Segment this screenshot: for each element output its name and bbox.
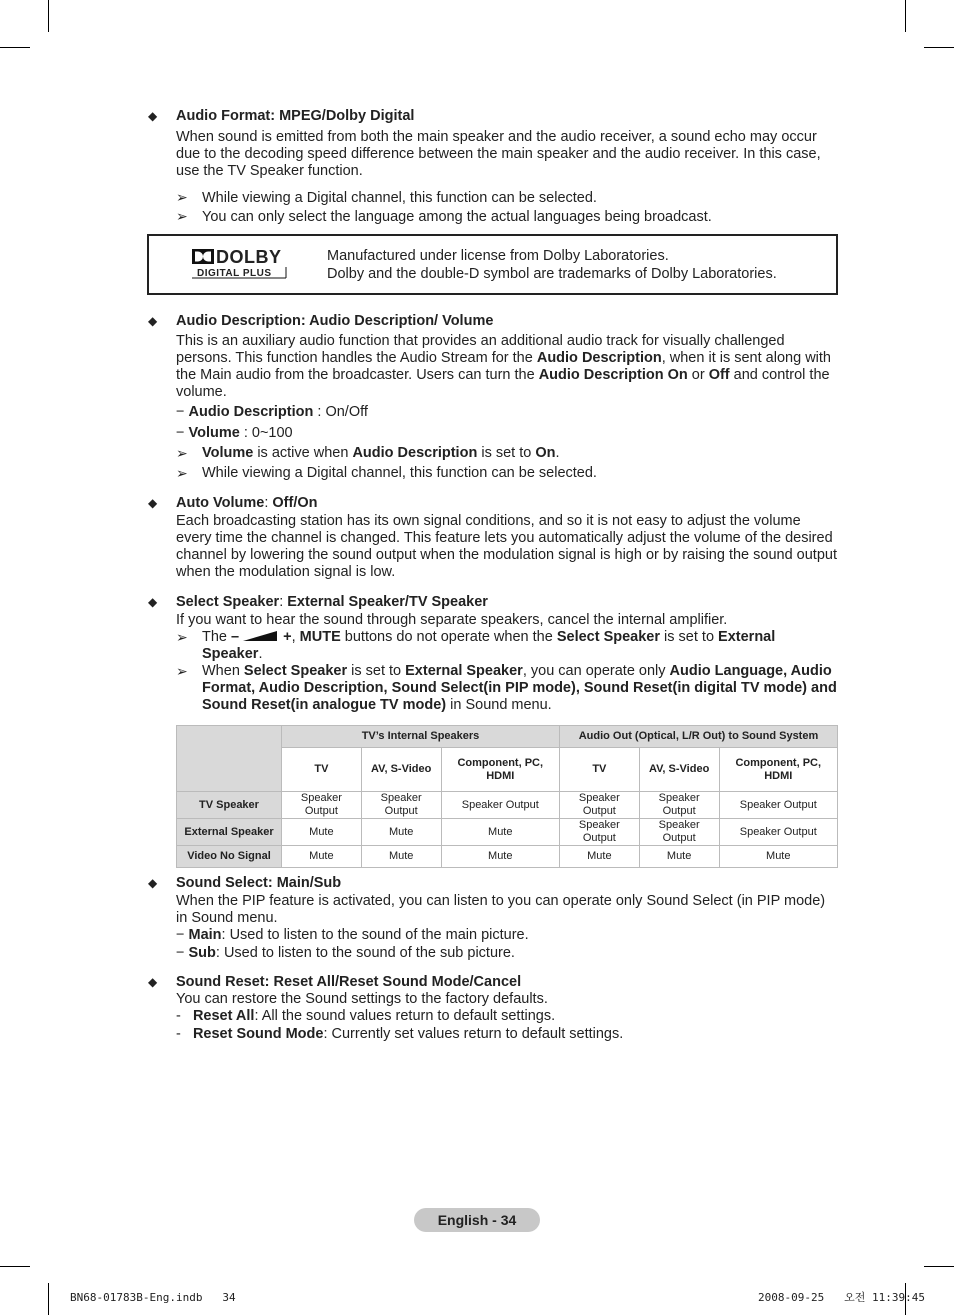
table-cell: Speaker Output [441,792,559,819]
table-row-header: External Speaker [177,819,282,846]
crop-mark [48,0,49,32]
section-body: This is an auxiliary audio function that provides an additional audio track for visually challenged persons. This function handles the Audio Stream for the Audio Description, when it is sent along with the Main audio from the broadcaster. Users can turn the Audio Description On or Off and control the volume. [176,333,831,400]
table-cell: Speaker Output [361,792,441,819]
section-audio-format [148,108,838,226]
section-sound-select [148,875,838,962]
bullet-icon: ◆ [148,496,158,510]
section-title: Sound Select: Main/Sub [176,875,342,891]
table-cell: Mute [639,846,719,868]
table-corner-cell [177,726,282,792]
bullet-icon: ◆ [148,595,158,609]
table-cell: Speaker Output [559,819,639,846]
crop-mark [924,1266,954,1267]
table-row [177,846,838,868]
table-column-header: TV [282,748,362,792]
footer-timestamp: 2008-09-25 오전 11:39:45 [758,1291,925,1304]
arrow-icon: ➢ [176,629,188,645]
table-cell: Speaker Output [719,792,837,819]
table-column-header: AV, S-Video [361,748,441,792]
table-row-header: Video No Signal [177,846,282,868]
speaker-output-table [176,725,838,868]
option-item: − Volume : 0~100 [176,425,293,441]
table-cell: Mute [719,846,837,868]
bullet-icon: ◆ [148,876,158,890]
table-header-row [177,726,838,748]
bullet-icon: ◆ [148,975,158,989]
note-item: ➢ You can only select the language among the actual languages being broadcast. [176,208,712,225]
table-cell: Mute [361,819,441,846]
option-item: − Main: Used to listen to the sound of the main picture. [176,927,529,943]
section-body: You can restore the Sound settings to the factory defaults. [176,991,548,1007]
section-title: Audio Description: Audio Description/ Volume [176,313,494,329]
section-title: Audio Format: MPEG/Dolby Digital [176,108,415,124]
section-select-speaker [148,594,838,714]
table-cell: Mute [282,819,362,846]
section-body: When sound is emitted from both the main speaker and the audio receiver, a sound echo may occur due to the decoding speed difference between the main speaker and the audio receiver. In this case, use the TV Speaker function. [176,129,821,179]
arrow-icon: ➢ [176,189,188,205]
arrow-icon: ➢ [176,663,188,679]
table-cell: Speaker Output [282,792,362,819]
table-column-header: Component, PC, HDMI [719,748,837,792]
table-group-header: TV’s Internal Speakers [282,726,560,748]
section-body: If you want to hear the sound through separate speakers, cancel the internal amplifier. [176,612,728,628]
note-item: ➢ Volume is active when Audio Description is set to On. [176,445,560,461]
section-audio-description [148,313,838,482]
table-cell: Speaker Output [719,819,837,846]
dolby-wordmark: DOLBY [216,247,282,267]
note-item: ➢ The – +, MUTE buttons do not operate when the Select Speaker is set to External Speaker. [176,629,776,662]
note-item: ➢ While viewing a Digital channel, this function can be selected. [176,465,597,481]
note-item: ➢ While viewing a Digital channel, this function can be selected. [176,189,597,206]
table-column-header: AV, S-Video [639,748,719,792]
table-cell: Speaker Output [639,819,719,846]
option-item: − Sub: Used to listen to the sound of the sub picture. [176,945,515,961]
crop-mark [905,0,906,32]
table-cell: Speaker Output [639,792,719,819]
option-item: - Reset All: All the sound values return to default settings. [176,1008,556,1024]
table-column-header: TV [559,748,639,792]
dolby-license-text: Manufactured under license from Dolby Laboratories. Dolby and the double-D symbol are trademarks of Dolby Laboratories. [327,248,777,282]
option-item: − Audio Description : On/Off [176,404,368,420]
dolby-logo [192,248,288,282]
table-column-header: Component, PC, HDMI [441,748,559,792]
table-group-header: Audio Out (Optical, L/R Out) to Sound System [559,726,837,748]
section-title: Select Speaker: External Speaker/TV Speaker [176,594,488,610]
table-row [177,792,838,819]
section-body: Each broadcasting station has its own signal conditions, and so it is not easy to adjust the volume every time the channel is changed. This feature lets you automatically adjust the volume of the desired channel by lowering the sound output when the modulation signal is high or by raising the sound output when the modulation signal is low. [176,513,837,580]
option-item: - Reset Sound Mode: Currently set values return to default settings. [176,1026,624,1042]
table-row [177,819,838,846]
bullet-icon: ◆ [148,314,158,328]
table-cell: Mute [441,819,559,846]
dolby-license-box [147,234,838,295]
crop-mark [0,47,30,48]
section-sound-reset [148,974,838,1043]
page-number-badge: English - 34 [414,1208,540,1232]
table-cell: Mute [361,846,441,868]
crop-mark [48,1283,49,1315]
section-auto-volume [148,495,838,581]
crop-mark [924,47,954,48]
table-cell: Mute [559,846,639,868]
table-cell: Speaker Output [559,792,639,819]
arrow-icon: ➢ [176,465,188,481]
arrow-icon: ➢ [176,208,188,224]
section-body: When the PIP feature is activated, you can listen to you can operate only Sound Select (in PIP mode) in Sound menu. [176,893,826,926]
section-title: Auto Volume: Off/On [176,495,318,511]
section-title: Sound Reset: Reset All/Reset Sound Mode/Cancel [176,974,522,990]
volume-icon [243,630,279,642]
bullet-icon: ◆ [148,109,158,123]
crop-mark [0,1266,30,1267]
footer-file-info: BN68-01783B-Eng.indb 34 [70,1291,236,1304]
table-cell: Mute [282,846,362,868]
note-item: ➢ When Select Speaker is set to External Speaker, you can operate only Audio Language, Audio Format, Audio Description, Sound Select(in PIP mode), Sound Reset(in digital TV mode) and Sound Reset(in analogue TV mode) in Sound menu. [176,663,837,713]
dolby-sub-wordmark: DIGITAL PLUS [197,268,272,279]
table-cell: Mute [441,846,559,868]
arrow-icon: ➢ [176,445,188,461]
table-row-header: TV Speaker [177,792,282,819]
